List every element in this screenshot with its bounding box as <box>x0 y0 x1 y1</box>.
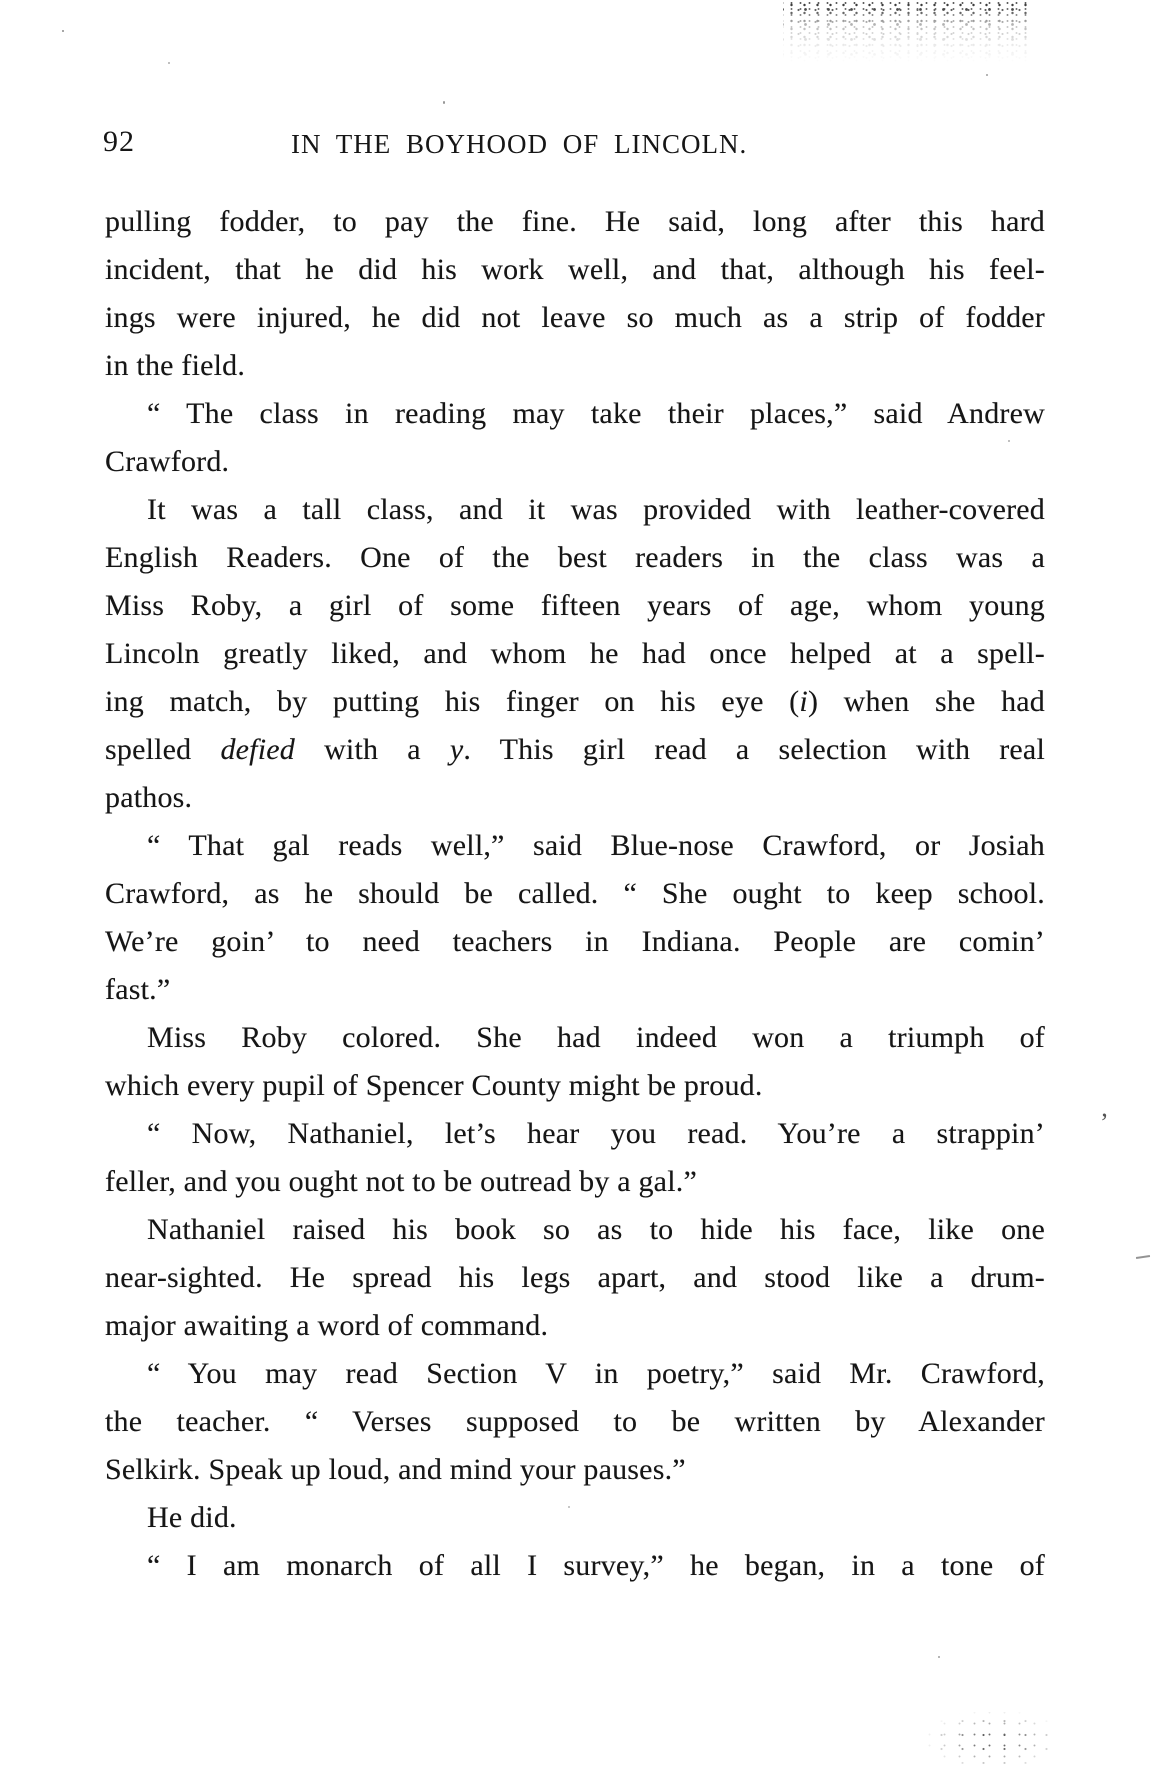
text-segment: ings were injured, he did not leave so much as a strip of fodder <box>105 301 1045 334</box>
scan-speckle <box>168 62 170 64</box>
text-line <box>105 1542 1045 1590</box>
text-line <box>105 1206 1045 1254</box>
text-line <box>105 918 1045 966</box>
text-segment: It was a tall class, and it was provided with leather-covered <box>147 493 1045 526</box>
text-line <box>105 1398 1045 1446</box>
text-line <box>105 678 1045 726</box>
text-line <box>105 774 1045 822</box>
text-line <box>105 582 1045 630</box>
text-line <box>105 1110 1045 1158</box>
text-line <box>105 966 1045 1014</box>
text-segment: near-sighted. He spread his legs apart, and stood like a drum- <box>105 1261 1045 1294</box>
text-line <box>105 1302 1045 1350</box>
text-segment: . This girl read a selection with real <box>463 733 1045 766</box>
text-line <box>105 534 1045 582</box>
scan-speckle <box>986 74 988 76</box>
text-line <box>105 1494 1045 1542</box>
text-segment: “ You may read Section V in poetry,” said Mr. Crawford, <box>147 1357 1045 1390</box>
scan-speckle <box>568 1506 570 1508</box>
text-line <box>105 294 1045 342</box>
text-line <box>105 198 1045 246</box>
text-segment: in the field. <box>105 349 246 382</box>
text-line <box>105 870 1045 918</box>
italic-text-segment: y <box>449 733 464 766</box>
text-segment: Nathaniel raised his book so as to hide his face, like one <box>147 1213 1045 1246</box>
scan-tick-mark: ’ <box>1100 1108 1109 1137</box>
text-segment: Miss Roby, a girl of some fifteen years of age, whom young <box>105 589 1045 622</box>
text-segment: English Readers. One of the best readers in the class was a <box>105 541 1045 574</box>
text-segment: “ The class in reading may take their places,” said Andrew <box>147 397 1045 430</box>
text-segment: We’re goin’ to need teachers in Indiana. People are comin’ <box>105 925 1045 958</box>
text-line <box>105 726 1045 774</box>
text-segment: with a <box>294 733 450 766</box>
scan-speckle <box>62 30 64 32</box>
italic-text-segment: i <box>799 685 808 718</box>
text-segment: major awaiting a word of command. <box>105 1309 549 1342</box>
text-line <box>105 1014 1045 1062</box>
text-segment: Lincoln greatly liked, and whom he had once helped at a spell- <box>105 637 1045 670</box>
text-segment: which every pupil of Spencer County might be proud. <box>105 1069 763 1102</box>
text-segment: the teacher. “ Verses supposed to be written by Alexander <box>105 1405 1045 1438</box>
scan-speckle <box>443 101 445 104</box>
text-segment: “ Now, Nathaniel, let’s hear you read. You’re a strappin’ <box>147 1117 1045 1150</box>
scan-noise-bottom-right <box>928 1712 1048 1764</box>
text-segment: pulling fodder, to pay the fine. He said, long after this hard <box>105 205 1045 238</box>
text-line <box>105 486 1045 534</box>
text-line <box>105 438 1045 486</box>
text-segment: Selkirk. Speak up loud, and mind your pauses.” <box>105 1453 686 1486</box>
text-line <box>105 1350 1045 1398</box>
text-segment: He did. <box>147 1501 237 1534</box>
text-segment: fast.” <box>105 973 171 1006</box>
text-segment: feller, and you ought not to be outread by a gal.” <box>105 1165 697 1198</box>
text-segment: pathos. <box>105 781 193 814</box>
text-line <box>105 342 1045 390</box>
text-line <box>105 630 1045 678</box>
text-segment: Crawford, as he should be called. “ She ought to keep school. <box>105 877 1045 910</box>
text-segment: ) when she had <box>807 685 1046 718</box>
text-segment: Miss Roby colored. She had indeed won a triumph of <box>147 1021 1045 1054</box>
text-segment: “ I am monarch of all I survey,” he began, in a tone of <box>147 1549 1045 1582</box>
text-segment: incident, that he did his work well, and that, although his feel- <box>105 253 1045 286</box>
text-line <box>105 1158 1045 1206</box>
text-line <box>105 1254 1045 1302</box>
italic-text-segment: defied <box>220 733 295 766</box>
text-line <box>105 390 1045 438</box>
scan-noise-top-right <box>783 0 1029 64</box>
scan-dash-mark <box>1136 1255 1150 1259</box>
scan-speckle <box>1008 440 1010 442</box>
text-segment: Crawford. <box>105 445 230 478</box>
scan-speckle <box>938 1656 940 1658</box>
text-segment: “ That gal reads well,” said Blue-nose Crawford, or Josiah <box>147 829 1045 862</box>
page-number: 92 <box>103 125 135 158</box>
page-body <box>105 198 1045 1590</box>
text-segment: ing match, by putting his finger on his eye ( <box>105 685 800 718</box>
text-line <box>105 1446 1045 1494</box>
text-segment: spelled <box>105 733 221 766</box>
text-line <box>105 822 1045 870</box>
text-line <box>105 246 1045 294</box>
running-title: IN THE BOYHOOD OF LINCOLN. <box>291 129 748 159</box>
text-line <box>105 1062 1045 1110</box>
